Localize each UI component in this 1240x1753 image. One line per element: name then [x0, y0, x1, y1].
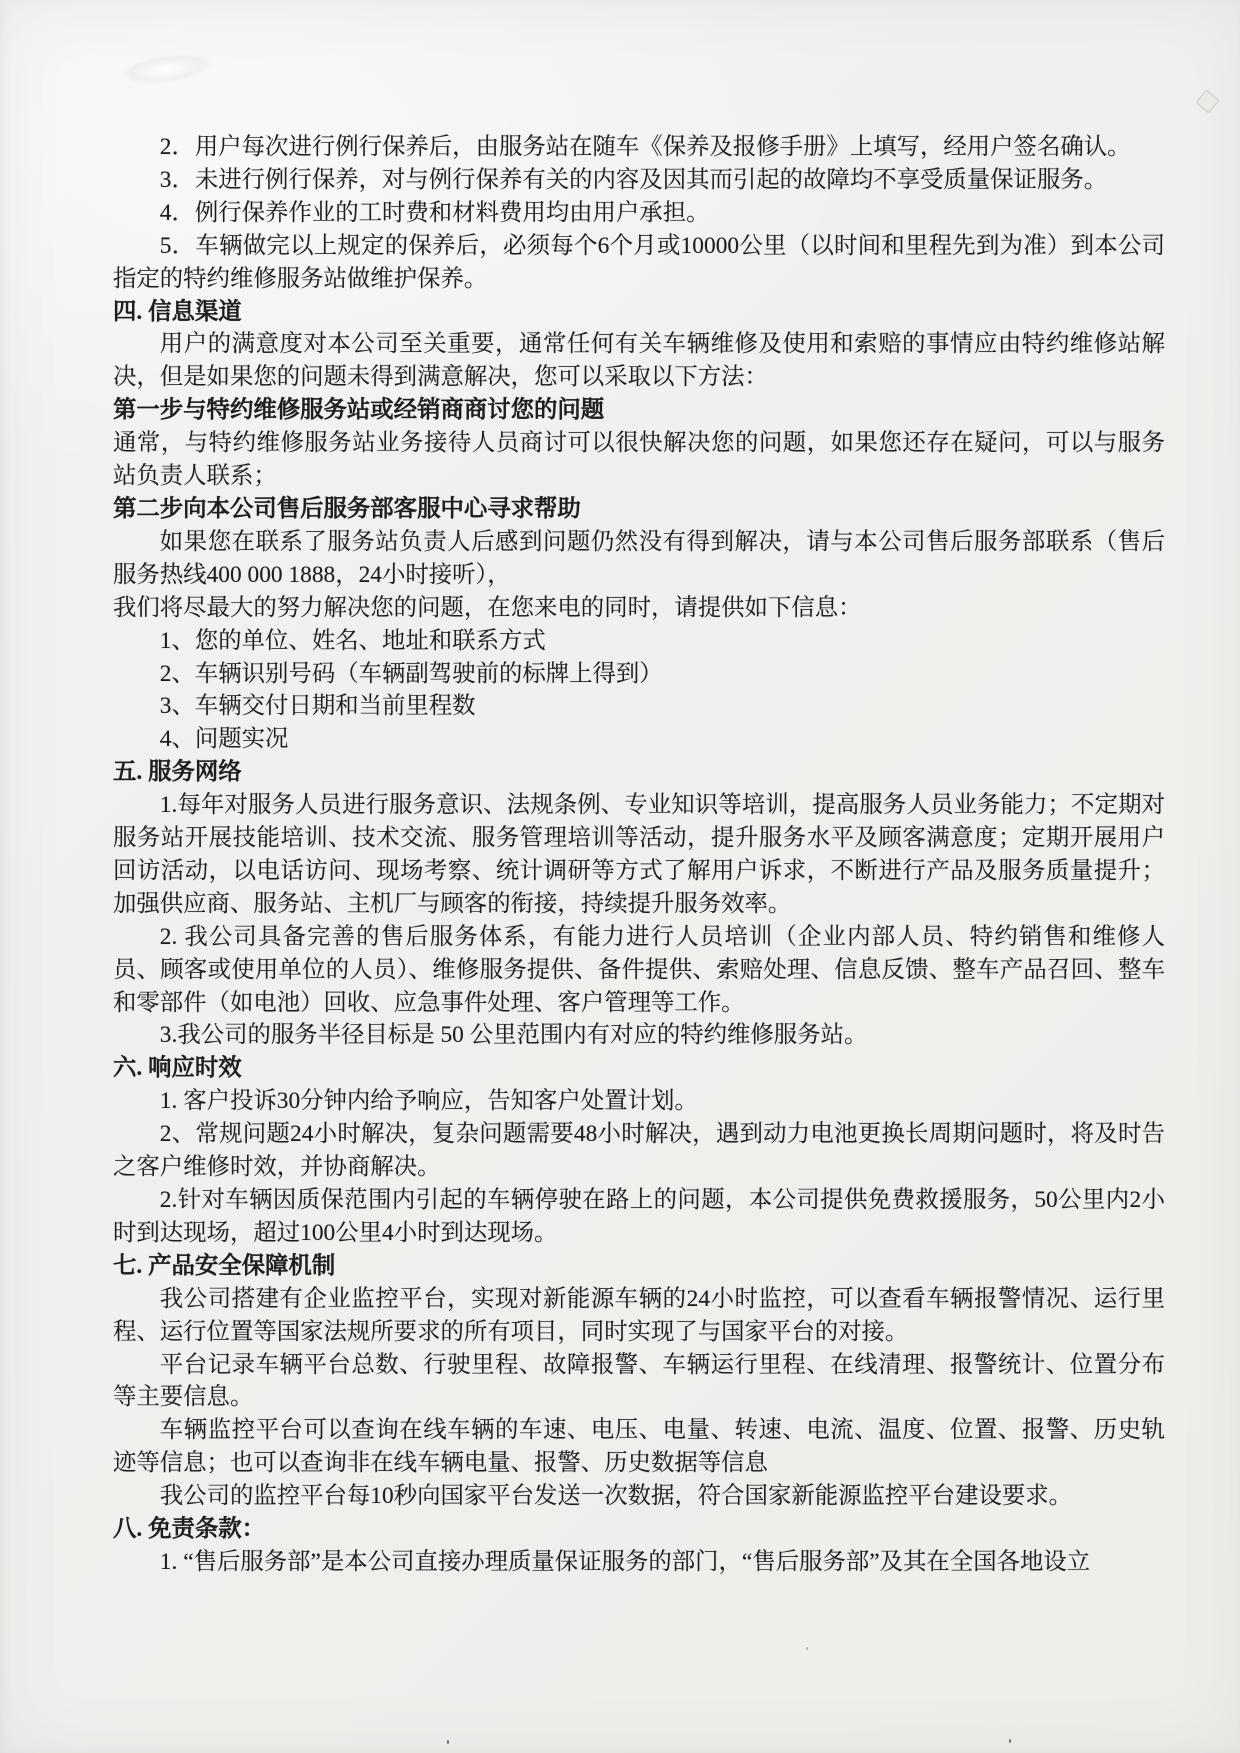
maintenance-item-2: 2．用户每次进行例行保养后，由服务站在随车《保养及报修手册》上填写，经用户签名确认。 — [159, 134, 1131, 160]
section-4-intro: 用户的满意度对本公司至关重要，通常任何有关车辆维修及使用和索赔的事情应由特约维修站解决，但是如果您的问题未得到满意解决，您可以采取以下方法： — [113, 331, 1165, 391]
section-8-item-1: 1. “售后服务部”是本公司直接办理质量保证服务的部门，“售后服务部”及其在全国各地设立 — [159, 1548, 1091, 1575]
maintenance-item-5: 5．车辆做完以上规定的保养后，必须每个6个月或10000公里（以时间和里程先到为准）到本公司指定的特约维修服务站做维护保养。 — [113, 232, 1165, 292]
scan-speck-artifact — [806, 1647, 808, 1650]
info-request-intro: 我们将尽最大的努力解决您的问题，在您来电的同时，请提供如下信息： — [113, 594, 862, 621]
section-7-heading: 七. 产品安全保障机制 — [113, 1252, 336, 1279]
maintenance-item-4: 4．例行保养作业的工时费和材料费用均由用户承担。 — [159, 199, 710, 226]
info-item-4: 4、问题实况 — [159, 726, 289, 753]
section-7-para-1: 我公司搭建有企业监控平台，实现对新能源车辆的24小时监控，可以查看车辆报警情况、运行里程、运行位置等国家法规所要求的所有项目，同时实现了与国家平台的对接。 — [113, 1285, 1165, 1345]
step-1-body: 通常，与特约维修服务站业务接待人员商讨可以很快解决您的问题，如果您还存在疑问，可以与服务站负责人联系； — [113, 430, 1165, 490]
step-2-body: 如果您在联系了服务站负责人后感到问题仍然没有得到解决，请与本公司售后服务部联系（售后服务热线400 000 1888，24小时接听）， — [113, 528, 1165, 588]
section-6-heading: 六. 响应时效 — [113, 1055, 242, 1082]
section-6-item-3: 2.针对车辆因质保范围内引起的车辆停驶在路上的问题，本公司提供免费救援服务，50公里内2小时到达现场，超过100公里4小时到达现场。 — [113, 1187, 1165, 1246]
section-5-heading: 五. 服务网络 — [113, 759, 242, 786]
section-8-heading: 八. 免责条款： — [113, 1516, 266, 1543]
info-item-3: 3、车辆交付日期和当前里程数 — [159, 693, 476, 720]
document-body — [113, 131, 1165, 1579]
section-6-item-1: 1. 客户投诉30分钟内给予响应，告知客户处置计划。 — [159, 1088, 698, 1115]
scan-smudge-artifact — [1196, 90, 1220, 114]
section-7-para-3: 车辆监控平台可以查询在线车辆的车速、电压、电量、转速、电流、温度、位置、报警、历史轨迹等信息；也可以查询非在线车辆电量、报警、历史数据等信息 — [113, 1417, 1165, 1477]
section-5-item-1: 1.每年对服务人员进行服务意识、法规条例、专业知识等培训，提高服务人员业务能力；不定期对服务站开展技能培训、技术交流、服务管理培训等活动，提升服务水平及顾客满意度；定期开展用户回访活动，以电话访问、现场考察、统计调研等方式了解用户诉求，不断进行产品及服务质量提升；加强供应商、服务站、主机厂与顾客的衔接，持续提升服务效率。 — [113, 792, 1165, 917]
section-7-para-4: 我公司的监控平台每10秒向国家平台发送一次数据，符合国家新能源监控平台建设要求。 — [159, 1483, 1073, 1510]
section-4-heading: 四. 信息渠道 — [113, 298, 242, 325]
step-2-heading: 第二步向本公司售后服务部客服中心寻求帮助 — [113, 495, 581, 522]
section-5-item-2: 2. 我公司具备完善的售后服务体系，有能力进行人员培训（企业内部人员、特约销售和维修人员、顾客或使用单位的人员）、维修服务提供、备件提供、索赔处理、信息反馈、整车产品召回、整车和零部件（如电池）回收、应急事件处理、客户管理等工作。 — [113, 923, 1165, 1016]
maintenance-item-3: 3．未进行例行保养，对与例行保养有关的内容及因其而引起的故障均不享受质量保证服务。 — [159, 166, 1108, 193]
step-1-heading: 第一步与特约维修服务站或经销商商讨您的问题 — [113, 397, 605, 424]
section-7-para-2: 平台记录车辆平台总数、行驶里程、故障报警、车辆运行里程、在线清理、报警统计、位置分布等主要信息。 — [113, 1351, 1165, 1411]
section-5-item-3: 3.我公司的服务半径目标是 50 公里范围内有对应的特约维修服务站。 — [159, 1022, 868, 1049]
info-item-1: 1、您的单位、姓名、地址和联系方式 — [159, 627, 546, 654]
scan-speck-artifact — [1009, 1739, 1011, 1743]
info-item-2: 2、车辆识别号码（车辆副驾驶前的标牌上得到） — [159, 660, 663, 687]
scan-speck-artifact — [447, 1740, 449, 1744]
scan-crease-artifact — [109, 39, 224, 100]
section-6-item-2: 2、常规问题24小时解决，复杂问题需要48小时解决，遇到动力电池更换长周期问题时，将及时告之客户维修时效，并协商解决。 — [113, 1121, 1165, 1181]
